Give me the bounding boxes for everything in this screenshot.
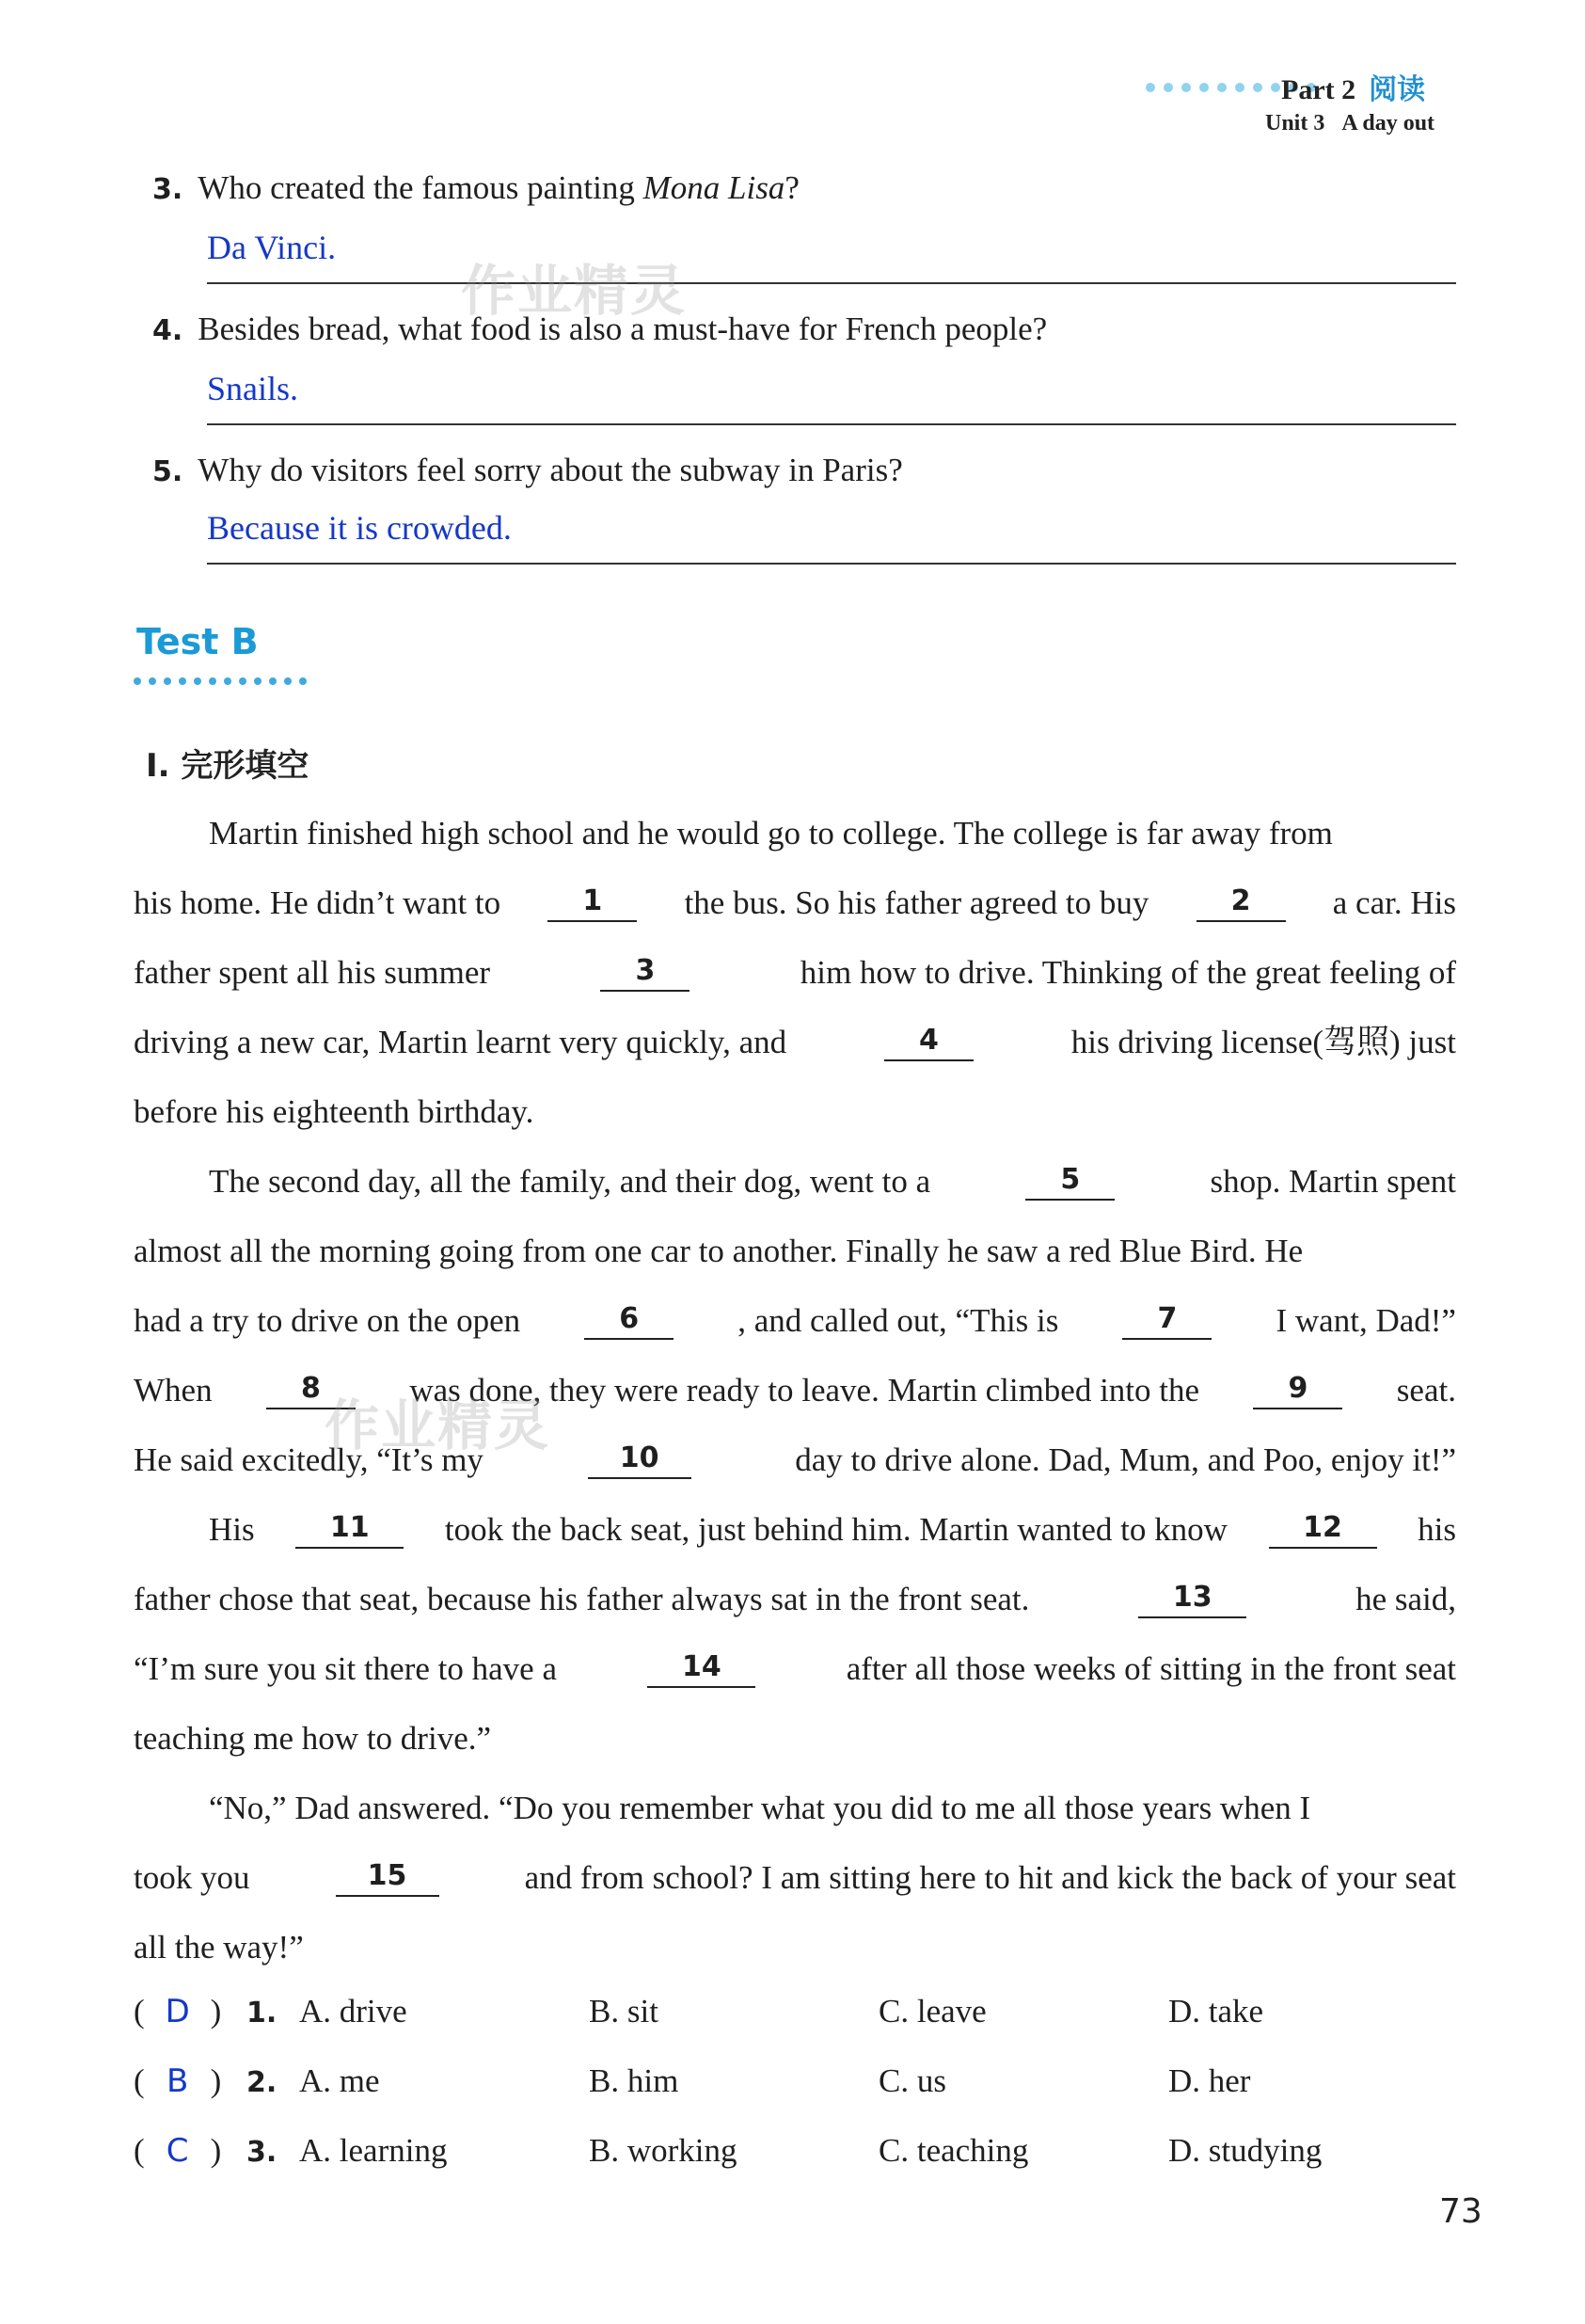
blank-4: 4 — [884, 1024, 974, 1061]
part-label: Part 2 — [1281, 74, 1356, 105]
passage-text: I want, Dad!” — [1276, 1302, 1456, 1339]
passage-text: father spent all his summer — [134, 954, 491, 991]
answer-paren — [134, 1993, 246, 2030]
passage-text: teaching me how to drive.” — [134, 1720, 492, 1757]
paren-close: ) — [210, 1993, 222, 2030]
answer-line — [207, 282, 1456, 284]
selected-answer: C — [166, 2132, 189, 2170]
blank-15: 15 — [336, 1859, 439, 1897]
passage-text: and from school? I am sitting here to hit and kick the back of your seat — [524, 1859, 1456, 1896]
option-choice: A. drive — [299, 1993, 407, 2030]
watermark: 作业精灵 — [325, 1393, 551, 1457]
question-3 — [152, 169, 800, 207]
selected-answer: D — [165, 1993, 190, 2030]
option-number: 2. — [246, 2066, 277, 2099]
test-b-dots — [134, 677, 307, 685]
blank-8: 8 — [266, 1372, 356, 1409]
unit-title — [1265, 111, 1434, 136]
option-choice: C. leave — [879, 1993, 987, 2030]
blank-13: 13 — [1138, 1581, 1246, 1618]
passage-text: , and called out, “This is — [737, 1302, 1059, 1339]
passage-line — [209, 1163, 1456, 1201]
passage-text: Martin finished high school and he would go to college. The college is far away from — [209, 815, 1333, 852]
passage-line — [134, 1233, 1456, 1270]
blank-1: 1 — [547, 884, 637, 922]
passage-text: “No,” Dad answered. “Do you remember what you did to me all those years when I — [209, 1790, 1311, 1826]
passage-line — [209, 1511, 1456, 1549]
passage-text: after all those weeks of sitting in the front seat — [846, 1650, 1456, 1687]
option-choice: C. us — [879, 2062, 946, 2099]
answer-3: Da Vinci. — [207, 229, 337, 266]
part-title — [1281, 66, 1425, 107]
blank-14: 14 — [647, 1650, 755, 1688]
paren-close: ) — [210, 2132, 222, 2169]
paren-open: ( — [134, 2132, 145, 2169]
passage-line — [134, 1581, 1456, 1618]
question-text-end: ? — [785, 169, 800, 206]
option-row — [134, 2062, 1458, 2100]
blank-5: 5 — [1025, 1163, 1115, 1201]
passage-text: His — [209, 1511, 255, 1548]
passage-line — [134, 1929, 1456, 1966]
page-number: 73 — [1439, 2192, 1482, 2231]
option-row — [134, 2132, 1458, 2170]
passage-text: the bus. So his father agreed to buy — [684, 884, 1149, 921]
unit-title-label: A day out — [1341, 111, 1435, 135]
paren-open: ( — [134, 1993, 145, 2030]
answer-line — [207, 423, 1456, 425]
option-row — [134, 1993, 1458, 2030]
question-italic-title: Mona Lisa — [642, 169, 785, 206]
blank-7: 7 — [1122, 1302, 1212, 1340]
answer-4: Snails. — [207, 370, 299, 407]
passage-text: took the back seat, just behind him. Martin wanted to know — [444, 1511, 1228, 1548]
passage-text: father chose that seat, because his father always sat in the front seat. — [134, 1581, 1030, 1617]
passage-text: before his eighteenth birthday. — [134, 1093, 534, 1130]
passage-line — [134, 884, 1456, 922]
passage-text: was done, they were ready to leave. Martin climbed into the — [409, 1372, 1200, 1409]
passage-line — [209, 1790, 1456, 1827]
passage-text: his — [1418, 1511, 1456, 1548]
blank-2: 2 — [1197, 884, 1286, 922]
passage-text: took you — [134, 1859, 250, 1896]
question-5 — [152, 452, 903, 489]
question-text: Why do visitors feel sorry about the subway in Paris? — [198, 452, 903, 488]
passage-text: his home. He didn’t want to — [134, 884, 501, 921]
option-choice: B. working — [589, 2132, 737, 2169]
option-number: 3. — [246, 2136, 277, 2169]
passage-line — [134, 1302, 1456, 1340]
watermark: 作业精灵 — [461, 259, 688, 323]
option-choice: B. him — [589, 2062, 679, 2099]
passage-text: a car. His — [1332, 884, 1456, 921]
passage-line — [209, 815, 1456, 852]
question-text: Who created the famous painting — [198, 169, 643, 206]
question-number: 3. — [152, 173, 183, 206]
unit-label: Unit 3 — [1265, 111, 1325, 135]
option-choice: C. teaching — [879, 2132, 1029, 2169]
answer-paren — [134, 2062, 246, 2100]
question-number: 5. — [152, 455, 183, 488]
option-choice: A. learning — [299, 2132, 448, 2169]
option-choice: A. me — [299, 2062, 380, 2099]
passage-text: he said, — [1355, 1581, 1456, 1617]
option-choice: B. sit — [589, 1993, 658, 2030]
blank-12: 12 — [1269, 1511, 1377, 1549]
option-number: 1. — [246, 1997, 277, 2030]
blank-11: 11 — [295, 1511, 404, 1549]
paren-open: ( — [134, 2062, 145, 2099]
passage-text: all the way!” — [134, 1929, 304, 1966]
passage-line — [134, 1720, 1456, 1758]
question-text: Besides bread, what food is also a must-have for French people? — [198, 310, 1048, 347]
passage-text: day to drive alone. Dad, Mum, and Poo, enjoy it!” — [795, 1441, 1456, 1478]
question-number: 4. — [152, 314, 183, 347]
passage-line — [134, 1859, 1456, 1897]
passage-text: The second day, all the family, and their dog, went to a — [209, 1163, 931, 1200]
passage-line — [134, 954, 1456, 992]
passage-text: shop. Martin spent — [1210, 1163, 1456, 1200]
section-heading: Ⅰ. 完形填空 — [146, 747, 309, 785]
passage-text: almost all the morning going from one car to another. Finally he saw a red Blue Bird. He — [134, 1233, 1304, 1269]
option-choice: D. take — [1168, 1993, 1264, 2030]
blank-6: 6 — [584, 1302, 674, 1340]
passage-text: seat. — [1396, 1372, 1456, 1409]
passage-text: driving a new car, Martin learnt very quickly, and — [134, 1024, 787, 1060]
answer-line — [207, 563, 1456, 565]
passage-text: had a try to drive on the open — [134, 1302, 521, 1339]
selected-answer: B — [166, 2062, 189, 2100]
answer-5: Because it is crowded. — [207, 509, 512, 547]
passage-text: He said excitedly, “It’s my — [134, 1441, 483, 1478]
passage-text: “I’m sure you sit there to have a — [134, 1650, 557, 1687]
passage-text: When — [134, 1372, 213, 1409]
passage-line — [134, 1650, 1456, 1688]
test-b-title: Test B — [136, 621, 259, 662]
paren-close: ) — [210, 2062, 222, 2099]
blank-10: 10 — [588, 1441, 691, 1479]
part-zh-label: 阅读 — [1369, 73, 1426, 106]
passage-text: his driving license(驾照) just — [1070, 1024, 1456, 1060]
answer-paren — [134, 2132, 246, 2170]
passage-line — [134, 1024, 1456, 1061]
passage-text: him how to drive. Thinking of the great feeling of — [800, 954, 1456, 991]
passage-line — [134, 1093, 1456, 1131]
blank-9: 9 — [1253, 1372, 1342, 1409]
blank-3: 3 — [600, 954, 689, 992]
option-choice: D. studying — [1168, 2132, 1323, 2169]
option-choice: D. her — [1168, 2062, 1251, 2099]
